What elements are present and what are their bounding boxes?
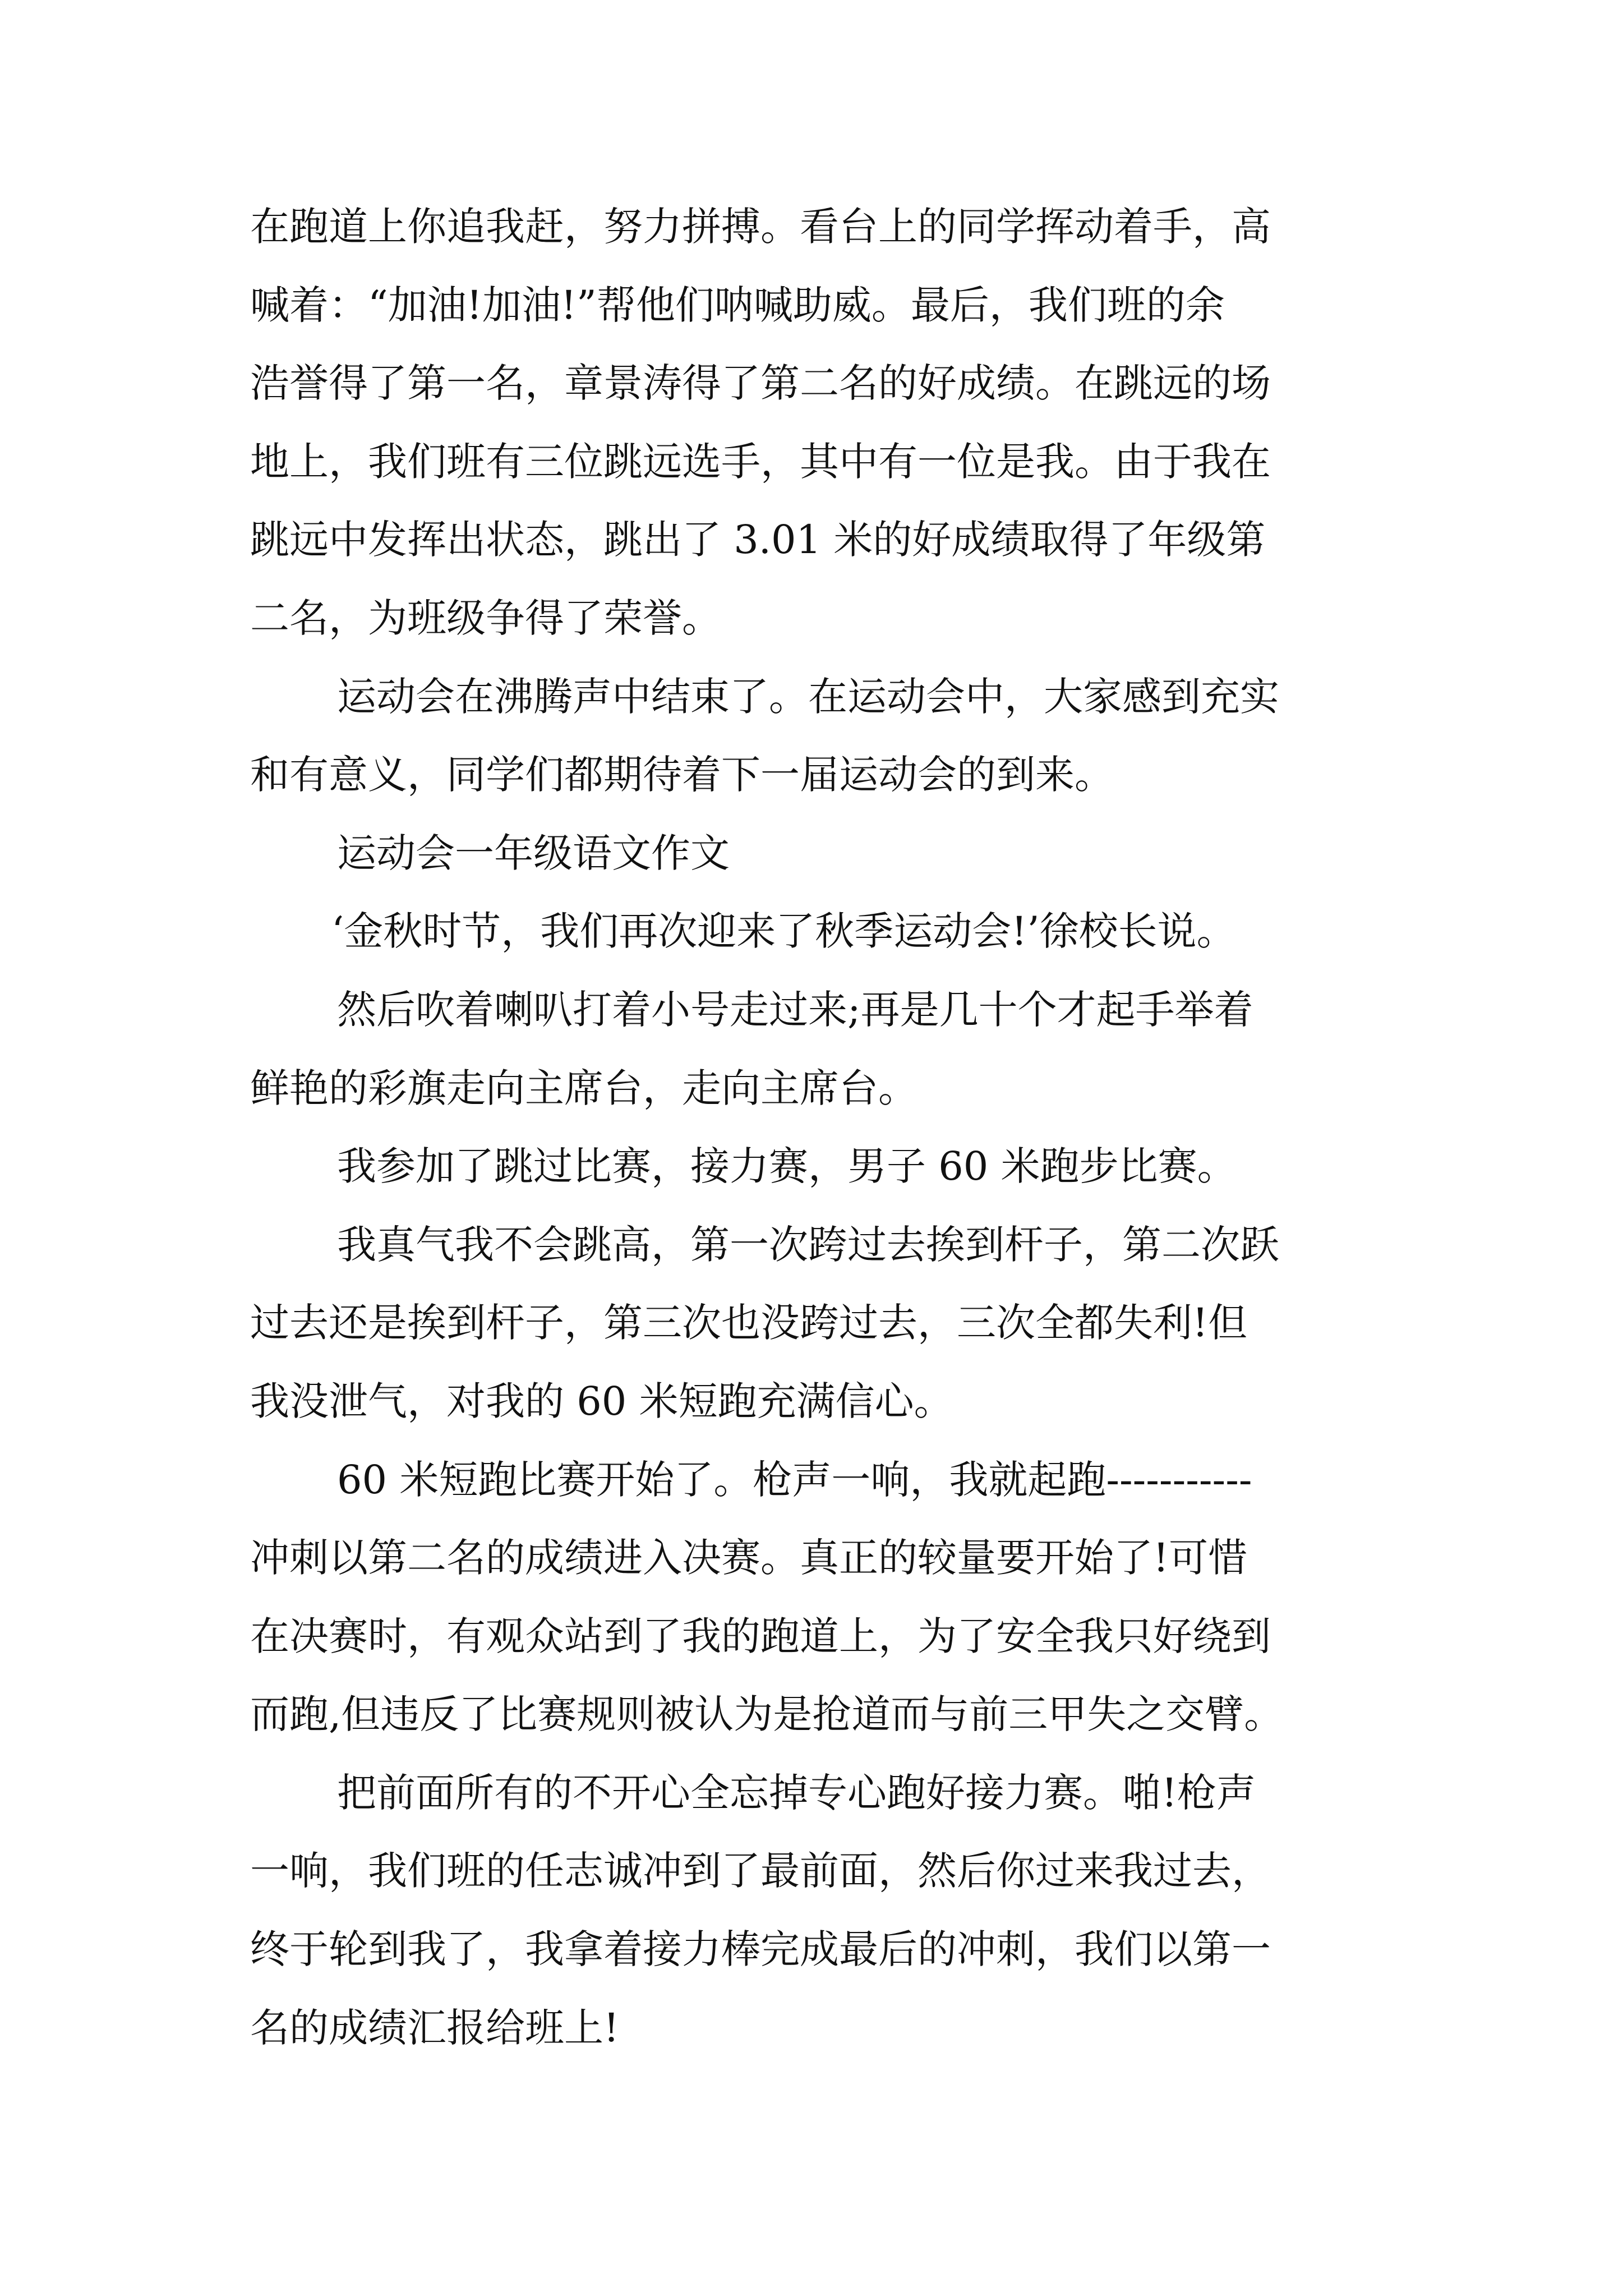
text-line: 和有意义，同学们都期待着下一届运动会的到来。 <box>250 752 1114 798</box>
paragraph-start: 我真气我不会跳高，第一次跨过去挨到杆子，第二次跃 <box>337 1221 1279 1268</box>
paragraph-start: 60 米短跑比赛开始了。枪声一响，我就起跑----------- <box>337 1456 1252 1503</box>
paragraph-start: 把前面所有的不开心全忘掉专心跑好接力赛。啪!枪声 <box>337 1769 1256 1816</box>
paragraph-start: 运动会在沸腾声中结束了。在运动会中，大家感到充实 <box>337 673 1279 720</box>
paragraph-start: 我参加了跳过比赛，接力赛，男子 60 米跑步比赛。 <box>337 1143 1237 1190</box>
section-heading: 运动会一年级语文作文 <box>337 830 730 876</box>
text-line: 我没泄气，对我的 60 米短跑充满信心。 <box>250 1378 953 1424</box>
text-line: 地上，我们班有三位跳远选手，其中有一位是我。由于我在 <box>250 438 1271 485</box>
text-line: 冲刺以第二名的成绩进入决赛。真正的较量要开始了!可惜 <box>250 1535 1248 1581</box>
text-line: 而跑,但违反了比赛规则被认为是抢道而与前三甲失之交臂。 <box>250 1691 1284 1738</box>
body-text <box>250 188 1389 2067</box>
text-line: 过去还是挨到杆子，第三次也没跨过去，三次全都失利!但 <box>250 1300 1248 1346</box>
text-line: 鲜艳的彩旗走向主席台，走向主席台。 <box>250 1065 917 1111</box>
text-line: 跳远中发挥出状态，跳出了 3.01 米的好成绩取得了年级第 <box>250 517 1266 563</box>
paragraph-start: 然后吹着喇叭打着小号走过来;再是几十个才起手举着 <box>337 986 1253 1033</box>
text-line: 浩誉得了第一名，章景涛得了第二名的好成绩。在跳远的场 <box>250 360 1271 407</box>
text-line: 终于轮到我了，我拿着接力棒完成最后的冲刺，我们以第一 <box>250 1926 1271 1973</box>
text-line: 喊着：“加油!加油!”帮他们呐喊助威。最后，我们班的余 <box>250 282 1225 328</box>
text-line: 二名，为班级争得了荣誉。 <box>250 595 721 641</box>
text-line: 名的成绩汇报给班上! <box>250 2004 620 2051</box>
text-line: 在决赛时，有观众站到了我的跑道上，为了安全我只好绕到 <box>250 1613 1271 1659</box>
paragraph-start: ‘金秋时节，我们再次迎来了秋季运动会!’徐校长说。 <box>331 908 1236 955</box>
text-line: 在跑道上你追我赶，努力拼搏。看台上的同学挥动着手，高 <box>250 204 1271 250</box>
text-line: 一响，我们班的任志诚冲到了最前面，然后你过来我过去， <box>250 1848 1271 1894</box>
